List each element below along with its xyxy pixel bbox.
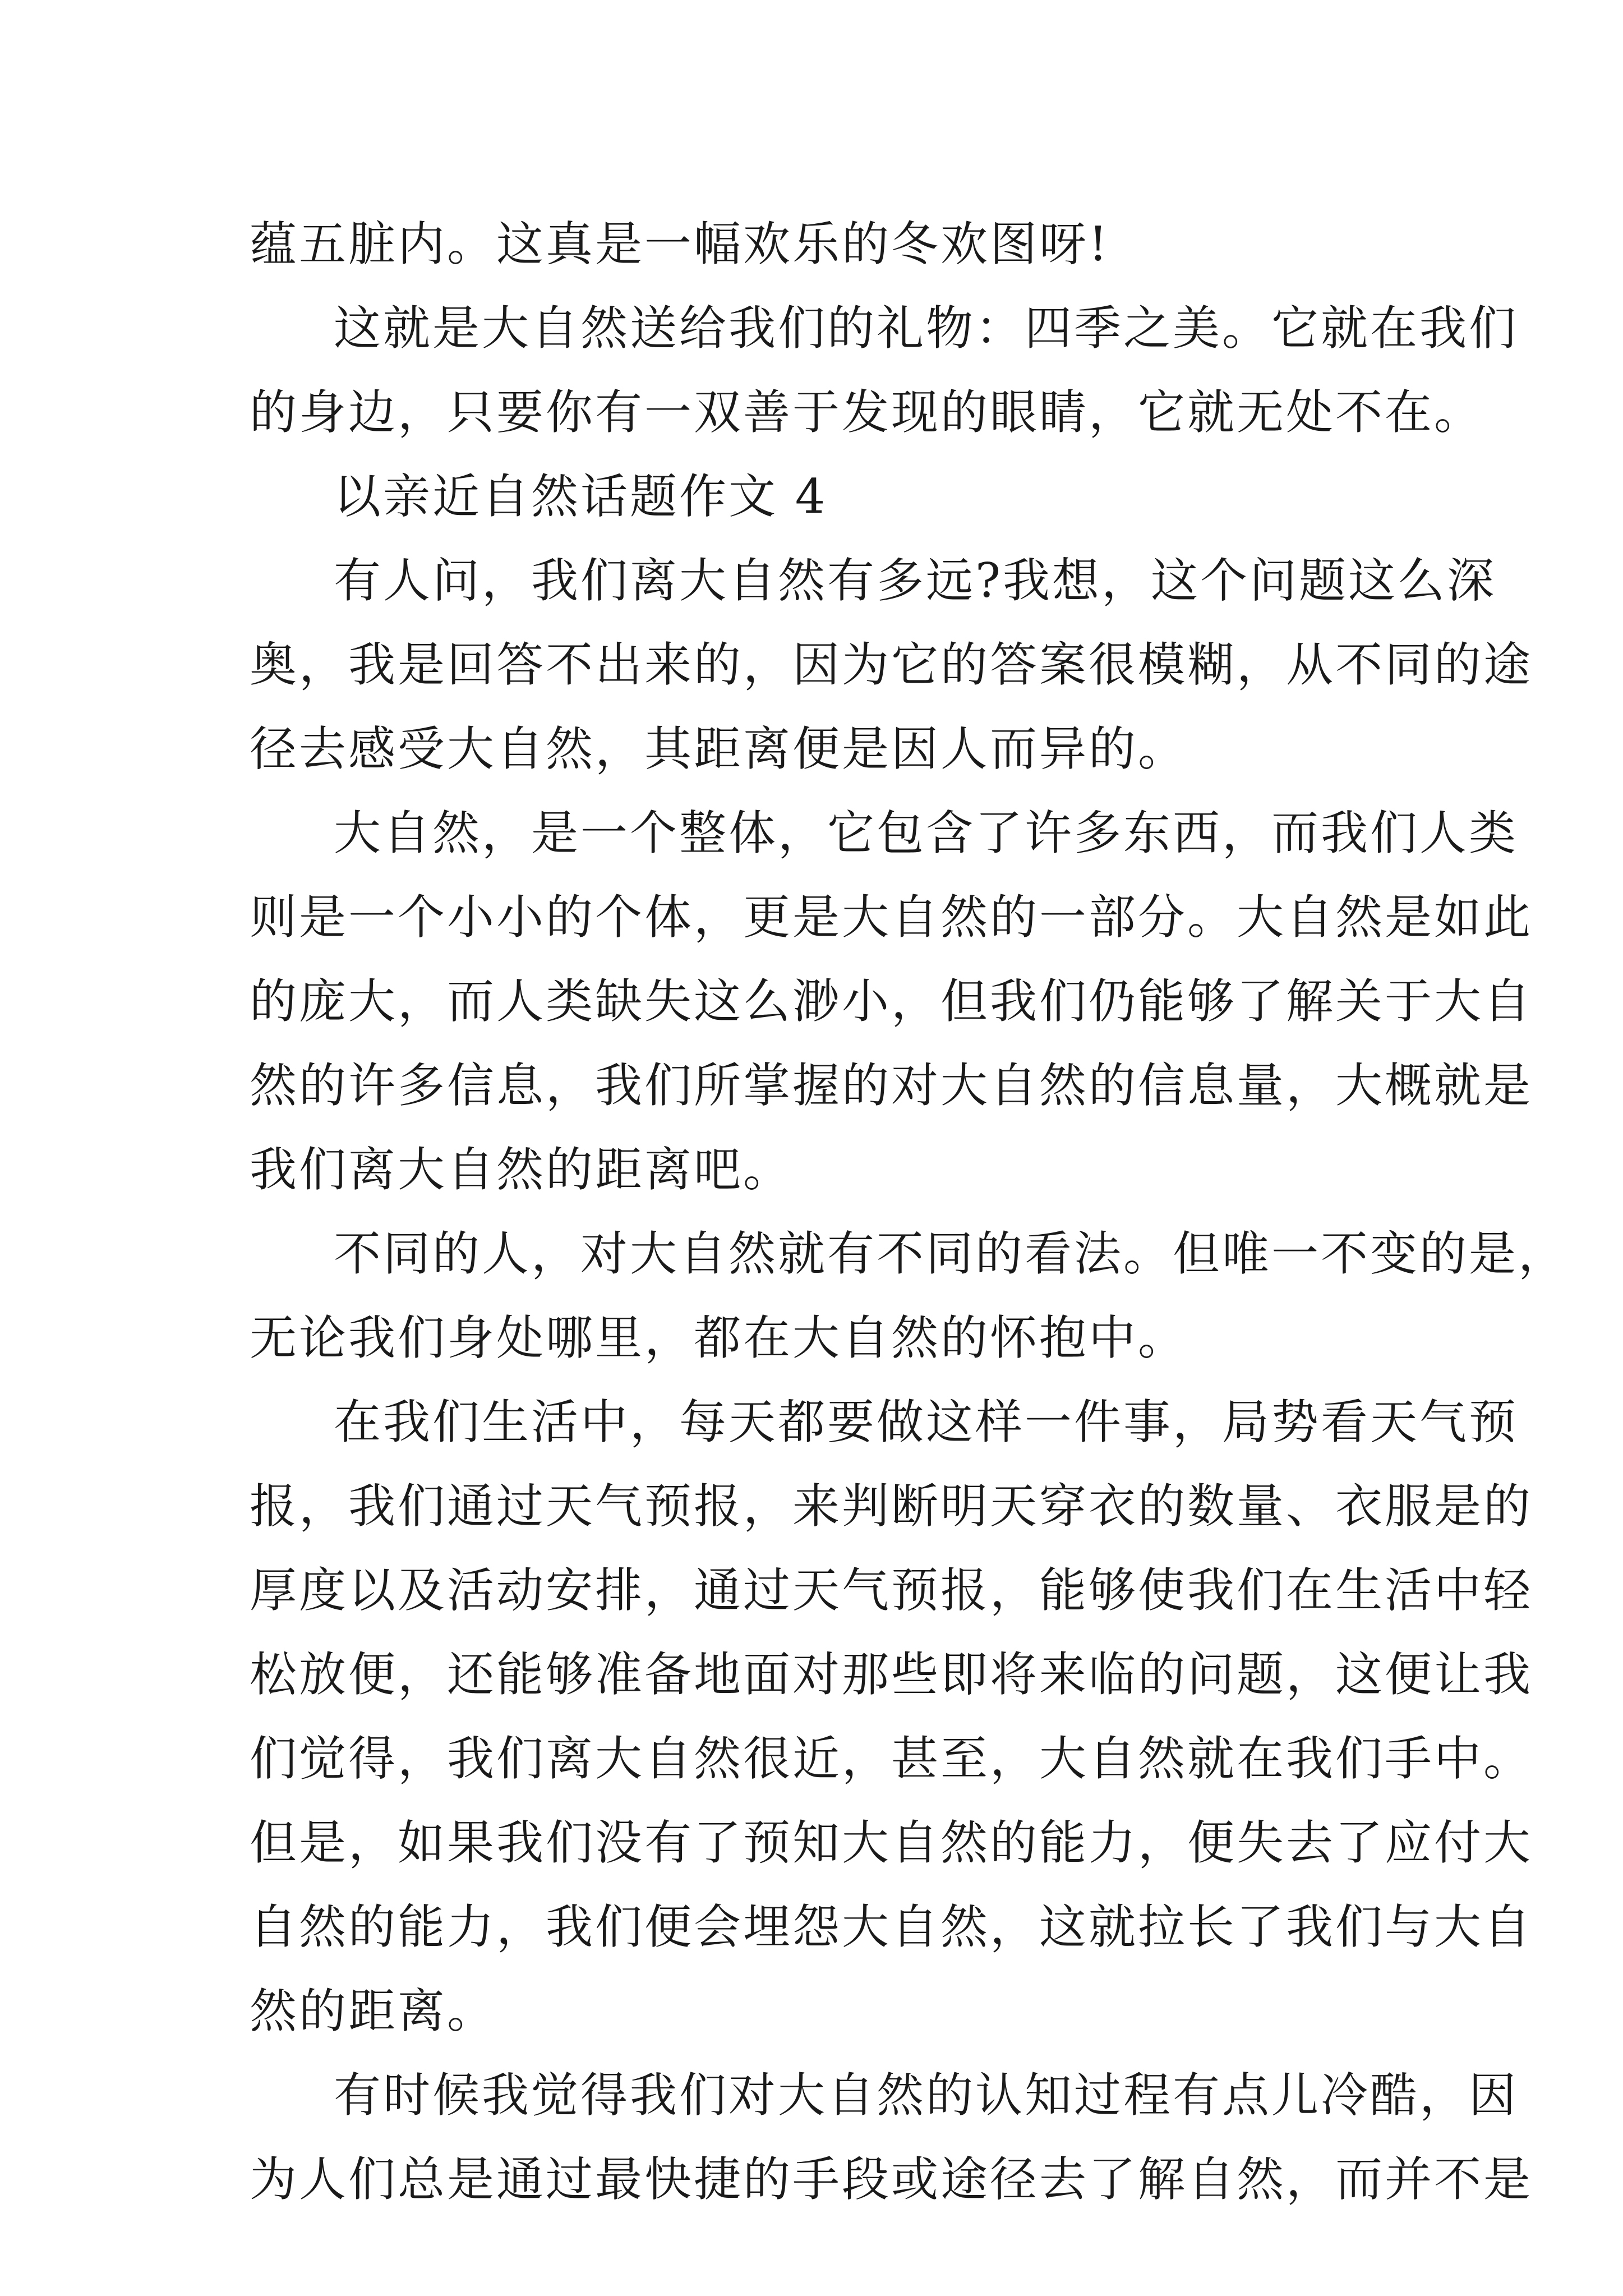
text-line: 报，我们通过天气预报，来判断明天穿衣的数量、衣服是的 — [250, 1479, 1533, 1534]
text-line: 径去感受大自然，其距离便是因人而异的。 — [250, 721, 1188, 776]
paragraph-start-line: 不同的人，对大自然就有不同的看法。但唯一不变的是， — [334, 1226, 1568, 1281]
text-line: 厚度以及活动安排，通过天气预报，能够使我们在生活中轻 — [250, 1563, 1533, 1618]
section-heading: 以亲近自然话题作文 4 — [334, 469, 828, 524]
text-line: 我们离大自然的距离吧。 — [250, 1142, 793, 1197]
text-line: 松放便，还能够准备地面对那些即将来临的问题，这便让我 — [250, 1647, 1533, 1702]
text-line: 然的许多信息，我们所掌握的对大自然的信息量，大概就是 — [250, 1058, 1533, 1113]
paragraph-start-line: 在我们生活中，每天都要做这样一件事，局势看天气预 — [334, 1395, 1519, 1450]
text-line: 奥，我是回答不出来的，因为它的答案很模糊，从不同的途 — [250, 637, 1533, 692]
paragraph-start-line: 大自然，是一个整体，它包含了许多东西，而我们人类 — [334, 806, 1519, 861]
text-line: 则是一个小小的个体，更是大自然的一部分。大自然是如此 — [250, 890, 1533, 945]
text-line: 的身边，只要你有一双善于发现的眼睛，它就无处不在。 — [250, 385, 1484, 440]
text-line: 为人们总是通过最快捷的手段或途径去了解自然，而并不是 — [250, 2152, 1533, 2207]
text-line: 蕴五脏内。这真是一幅欢乐的冬欢图呀! — [250, 217, 1110, 272]
paragraph-start-line: 这就是大自然送给我们的礼物：四季之美。它就在我们 — [334, 301, 1519, 356]
text-line: 无论我们身处哪里，都在大自然的怀抱中。 — [250, 1310, 1188, 1365]
paragraph-start-line: 有时候我觉得我们对大自然的认知过程有点儿冷酷，因 — [334, 2068, 1519, 2123]
paragraph-start-line: 有人问，我们离大自然有多远?我想，这个问题这么深 — [334, 553, 1497, 608]
text-line: 但是，如果我们没有了预知大自然的能力，便失去了应付大 — [250, 1815, 1533, 1870]
text-line: 的庞大，而人类缺失这么渺小，但我们仍能够了解关于大自 — [250, 974, 1533, 1029]
text-line: 自然的能力，我们便会埋怨大自然，这就拉长了我们与大自 — [250, 1899, 1533, 1954]
text-line: 们觉得，我们离大自然很近，甚至，大自然就在我们手中。 — [250, 1731, 1533, 1786]
text-line: 然的距离。 — [250, 1984, 497, 2039]
